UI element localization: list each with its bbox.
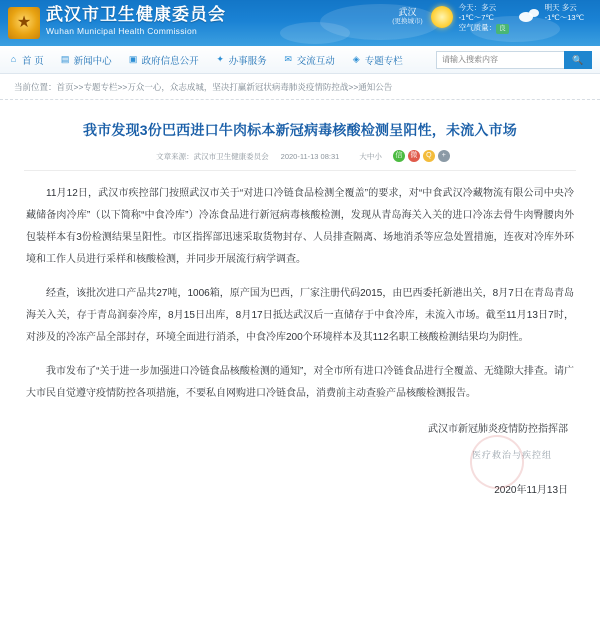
nav-item-government-info[interactable] [128,53,199,67]
search-icon[interactable]: 🔍 [564,51,592,69]
government-icon: ▣ [128,54,138,64]
site-title-en: Wuhan Municipal Health Commission [46,26,197,36]
weather-tomorrow-temp: -1℃～13℃ [544,13,584,22]
article-paragraph-1: 11月12日，武汉市疾控部门按照武汉市关于“对进口冷链食品检测全覆盖”的要求，对“中食武汉冷藏物流有限公司中央冷藏储备肉冷库”（以下简称“中食冷库”）冷冻食品进行新冠病毒核酸检测，发现从青岛海关入关的进口冷冻去骨牛肉臀腰肉外包装样本有3份检测结果呈阳性。市区指挥部迅速采取货物封存、人员排查隔离、场地消杀等应急处置措施，连夜对冷库外环境和工作人员进行采样和核酸检测，并同步开展流行病学调查。 [26,188,574,265]
article-seal-text: 医疗救治与疾控组 [471,450,552,460]
weather-city-name: 武汉 [398,7,417,17]
site-search [436,51,592,69]
weather-city[interactable] [392,3,422,27]
article-body [22,171,578,405]
decorative-cloud-3 [280,22,350,44]
weather-today-temp: -1℃～7℃ [458,13,494,22]
nav-item-home[interactable] [8,53,44,67]
cloud-icon [519,6,545,26]
change-city-link[interactable]: (更换城市) [392,18,423,25]
page-title: 我市发现3份巴西进口牛肉标本新冠病毒核酸检测呈阳性，未流入市场 [83,122,517,138]
air-quality-badge: 良 [496,24,509,34]
nav-item-service-label: 办事服务 [228,55,267,67]
nav-item-interaction-label: 交流互动 [296,55,335,67]
article-paragraph-2: 经查，该批次进口产品共27吨，1006箱，原产国为巴西，厂家注册代码2015，由巴西委托新港出关，8月7日在青岛青岛海关入关，存于青岛润泰冷库，8月15日出库，8月17日抵达武汉后一直储存于中食冷库，未流入市场。截至11月13日7时，对涉及的冷冻产品全部封存，环境全面进行消杀，中食冷库200个环境样本及其112名职工核酸检测结果均为阴性。 [26,288,574,343]
home-icon: ⌂ [10,54,17,64]
nav-item-service[interactable] [215,53,267,67]
weather-tomorrow [545,3,584,23]
interaction-icon: ✉ [284,54,292,64]
national-emblem-icon: ★ [8,7,40,39]
site-title-cn: 武汉市卫生健康委员会 [46,5,226,24]
weather-widget[interactable] [392,3,594,34]
wechat-share-icon[interactable]: 信 [393,150,405,162]
main-navigation [0,46,600,74]
article-publish-time: 2020-11-13 08:31 [280,151,340,161]
weather-today-label: 今天：多云 [458,3,497,12]
news-icon: ▤ [60,54,70,64]
site-title-block [46,4,226,37]
weather-tomorrow-label: 明天 多云 [544,3,577,12]
nav-item-interaction[interactable] [283,53,335,67]
service-icon: ✦ [216,54,224,64]
article-signature: 武汉市新冠肺炎疫情防控指挥部 [428,424,568,435]
breadcrumb-path[interactable]: 首页>>专题专栏>>万众一心，众志成城，坚决打赢新冠状病毒肺炎疫情防控战>>通知公告 [56,82,393,92]
nav-item-topics-label: 专题专栏 [364,55,403,67]
nav-item-news[interactable] [60,53,112,67]
article-source-label: 文章来源： [156,151,194,161]
nav-item-news-label: 新闻中心 [73,55,112,67]
article-source-value: 武汉市卫生健康委员会 [193,151,269,161]
nav-item-government-info-label: 政府信息公开 [141,55,199,67]
weather-today [459,3,509,34]
breadcrumb [0,74,600,100]
nav-item-home-label: 首 页 [22,55,44,67]
weibo-share-icon[interactable]: 微 [408,150,420,162]
article-date: 2020年11月13日 [494,485,568,496]
font-size-switch[interactable]: 大中小 [359,151,382,161]
share-bar [390,150,450,162]
article-source [156,151,269,162]
topic-icon: ◈ [352,54,360,64]
air-quality-label: 空气质量： [458,23,497,32]
article-seal-line [22,441,578,475]
article-paragraph-3: 我市发布了“关于进一步加强进口冷链食品核酸检测的通知”，对全市所有进口冷链食品进行全覆盖、无缝隙大排查。请广大市民自觉遵守疫情防控各项措施，不要私自网购进口冷链食品，消费前主动查验产品核酸检测报告。 [26,366,574,399]
breadcrumb-prefix: 当前位置： [14,82,57,92]
site-header [0,0,600,46]
more-share-icon[interactable]: + [438,150,450,162]
nav-item-topics[interactable] [351,53,403,67]
search-input[interactable] [436,51,564,69]
sun-icon [431,6,453,28]
qzone-share-icon[interactable]: Q [423,150,435,162]
article [0,100,600,506]
article-meta [24,150,576,171]
